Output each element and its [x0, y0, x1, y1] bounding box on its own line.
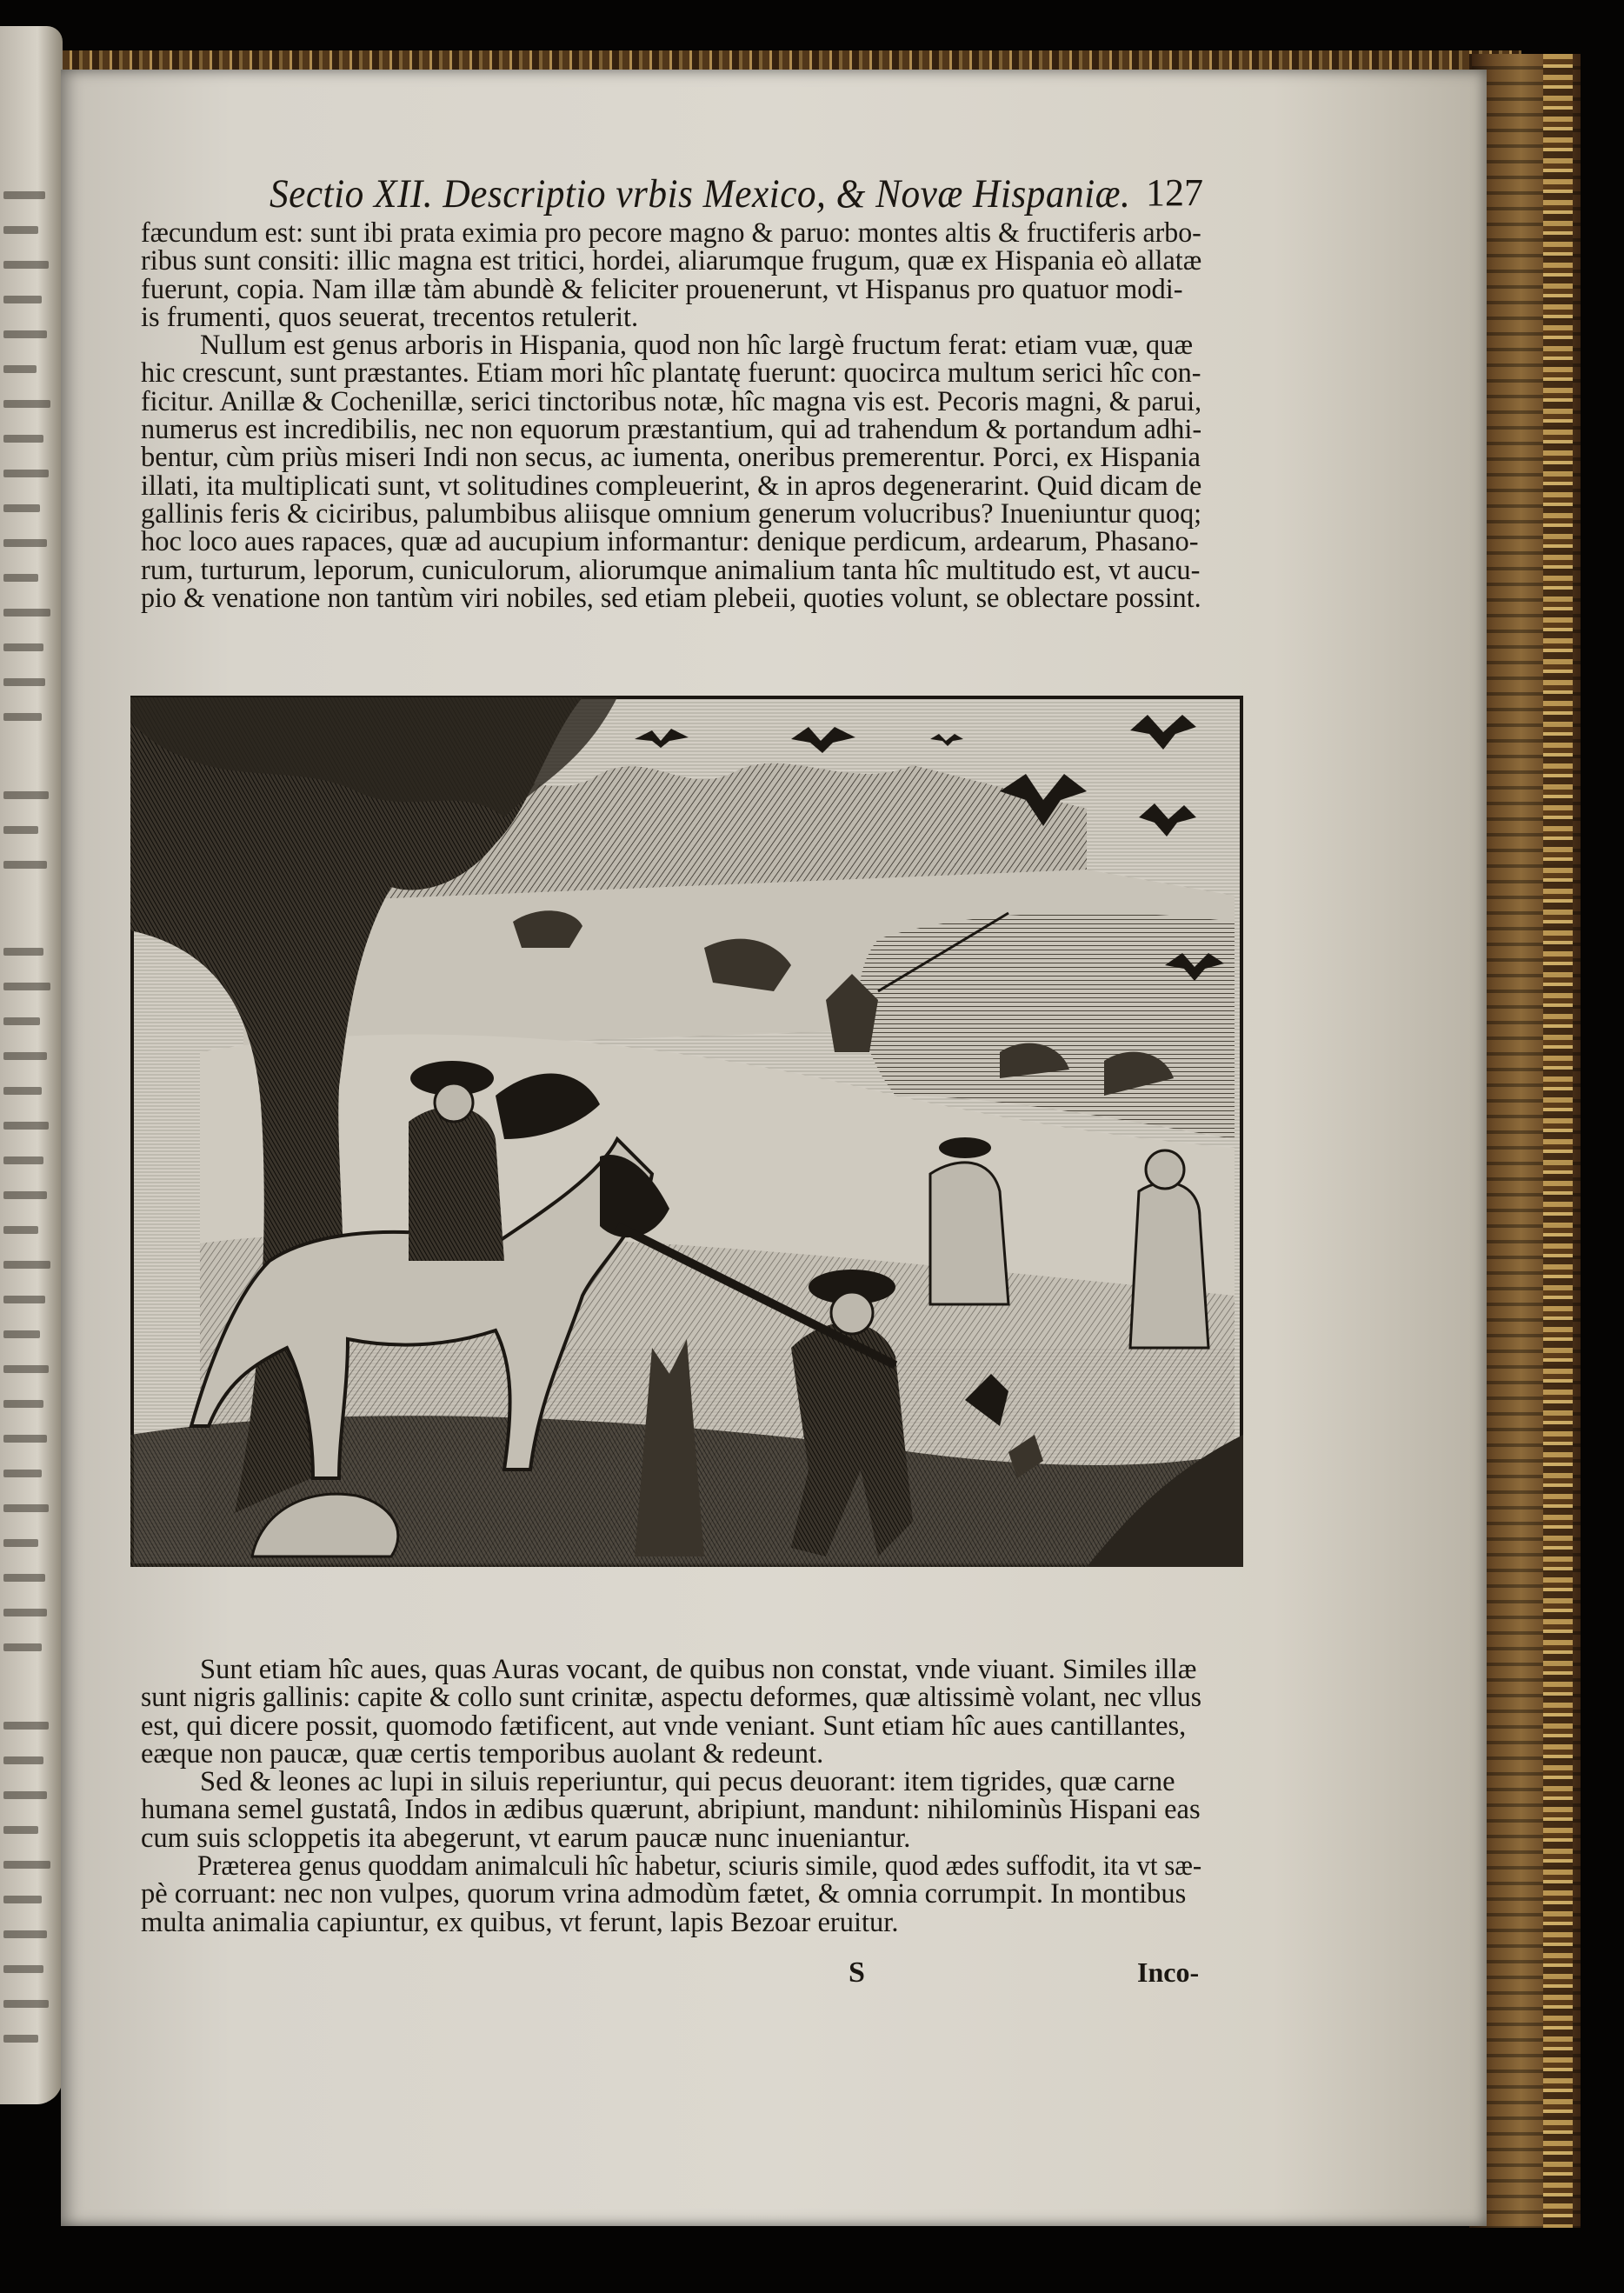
text-line: fuerunt, copia. Nam illæ tàm abundè & feliciter prouenerunt, vt Hispanus pro quatuor modi- [141, 273, 1183, 305]
gilt-ornament-strip [1543, 54, 1573, 2228]
text-line: bentur, cùm priùs miseri Indi non secus, ac iumenta, oneribus premerentur. Porci, ex Hispania [141, 442, 1201, 474]
text-line: Sunt etiam hîc aues, quas Auras vocant, de quibus non constat, vnde viuant. Similes illæ [200, 1654, 1197, 1685]
text-line: rum, turturum, leporum, cuniculorum, aliorumque animalium tanta hîc multitudo est, vt aucu- [141, 554, 1201, 586]
text-line: pio & venatione non tantùm viri nobiles, sed etiam plebeii, quoties volunt, se oblectare possint. [141, 582, 1201, 614]
text-line: illati, ita multiplicati sunt, vt solitudines compleuerint, & in apros degenerarint. Quid dicam de [141, 470, 1202, 502]
page-number: 127 [1146, 171, 1203, 214]
signature-mark: S [849, 1956, 865, 1989]
body-text-bottom [141, 1656, 1201, 1936]
text-line: ficitur. Anillæ & Cochenillæ, serici tinctoribus notæ, hîc magna vis est. Pecoris magni, & parui, [141, 385, 1202, 417]
text-line: Nullum est genus arboris in Hispania, quod non hîc largè fructum ferat: etiam vuæ, quæ [200, 330, 1194, 362]
text-line: is frumenti, quos seuerat, trecentos retulerit. [141, 301, 639, 333]
hunting-scene-engraving [130, 687, 1243, 1570]
text-line: gallinis feris & ciciribus, palumbibus aliisque omnium generum volucribus? Inueniuntur quoq; [141, 497, 1202, 530]
text-line: hic crescunt, sunt præstantes. Etiam mori hîc plantatę fuerunt: quocirca multum serici hîc con- [141, 357, 1201, 390]
text-line: cum suis scloppetis ita abegerunt, vt earum paucæ nunc inueniantur. [141, 1822, 911, 1854]
text-line: sunt nigris gallinis: capite & collo sunt crinitæ, aspectu deformes, quæ altissimè volant, nec vllus [141, 1682, 1202, 1714]
text-line: eæque non paucæ, quæ certis temporibus auolant & redeunt. [141, 1737, 824, 1770]
text-line: ribus sunt consiti: illic magna est tritici, hordei, aliarumque frugum, quæ ex Hispania eò allatæ [141, 245, 1202, 277]
text-line: humana semel gustatâ, Indos in ædibus quærunt, abripiunt, mandunt: nihilominùs Hispani eas [141, 1794, 1201, 1826]
running-head: Sectio XII. Descriptio vrbis Mexico, & Novæ Hispaniæ. [270, 171, 1131, 217]
text-line: fæcundum est: sunt ibi prata eximia pro pecore magno & paruo: montes altis & fructiferis arbo- [141, 217, 1201, 249]
facing-page-edge [0, 26, 63, 2104]
text-line: pè corruant: nec non vulpes, quorum vrina admodùm fætet, & omnia corrumpit. In montibus [141, 1878, 1187, 1910]
catchword: Inco- [1137, 1956, 1200, 1988]
text-line: multa animalia capiuntur, ex quibus, vt ferunt, lapis Bezoar eruitur. [141, 1906, 899, 1938]
text-line: numerus est incredibilis, nec non equorum præstantium, qui ad trahendum & portandum adhi- [141, 414, 1202, 446]
text-line: Sed & leones ac lupi in siluis reperiuntur, qui pecus deuorant: item tigrides, quæ carne [200, 1766, 1175, 1798]
text-line: est, qui dicere possit, quomodo fætificent, aut vnde veniant. Sunt etiam hîc aues cantillantes, [141, 1710, 1187, 1742]
body-text-top [141, 219, 1201, 612]
text-line: Præterea genus quoddam animalculi hîc habetur, sciuris simile, quod ædes suffodit, ita vt sæ- [196, 1850, 1202, 1883]
text-line: hoc loco aues rapaces, quæ ad aucupium informantur: denique perdicum, ardearum, Phasano- [141, 526, 1199, 558]
